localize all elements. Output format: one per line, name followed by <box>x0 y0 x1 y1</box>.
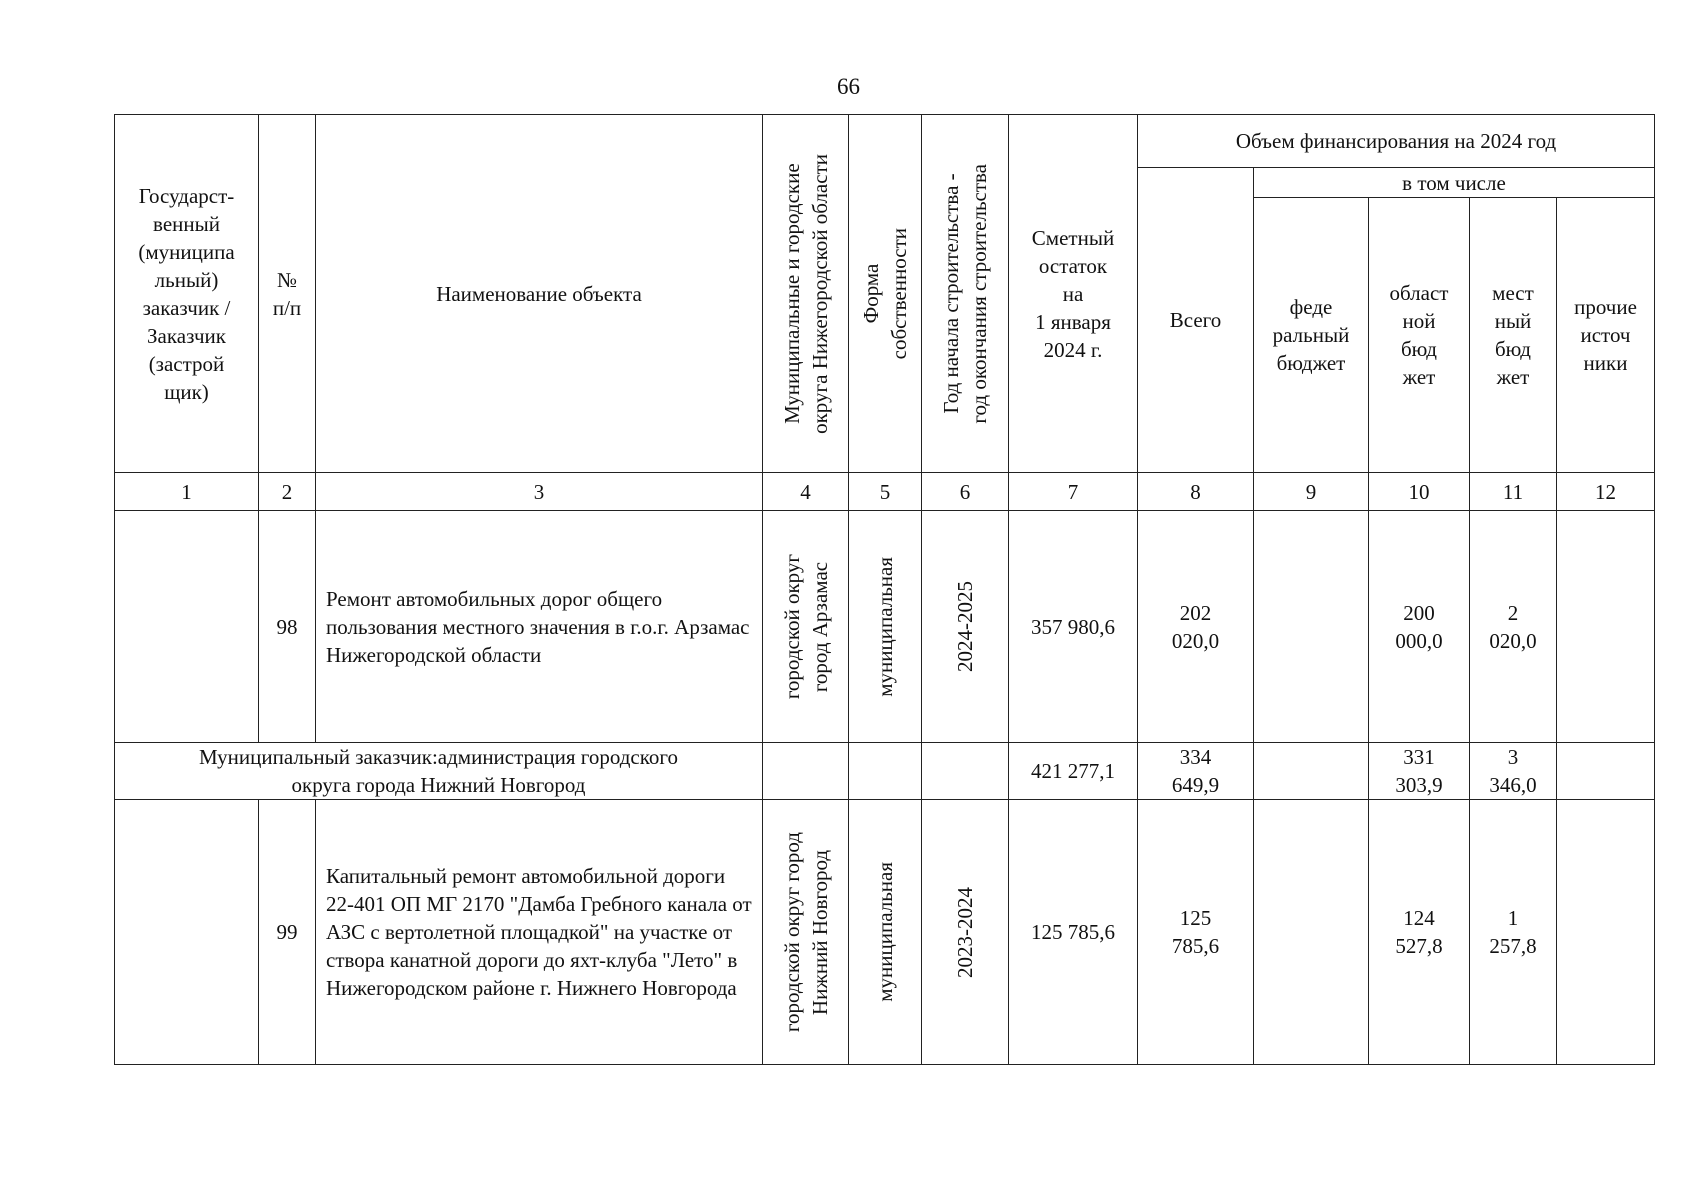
row-local: 1 257,8 <box>1470 800 1557 1065</box>
row-years <box>922 511 1009 743</box>
row-estimate: 125 785,6 <box>1009 800 1138 1065</box>
row-local: 2 020,0 <box>1470 511 1557 743</box>
subtotal-other <box>1557 743 1655 800</box>
subtotal-empty <box>763 743 849 800</box>
row-customer <box>115 511 259 743</box>
subtotal-empty <box>849 743 922 800</box>
row-municipality <box>763 511 849 743</box>
row-federal <box>1254 800 1369 1065</box>
subtotal-total: 334 649,9 <box>1138 743 1254 800</box>
header-object-name: Наименование объекта <box>316 115 763 473</box>
subtotal-estimate: 421 277,1 <box>1009 743 1138 800</box>
header-regional: област ной бюд жет <box>1369 198 1470 473</box>
table-row <box>115 511 1655 743</box>
row-object-name: Ремонт автомобильных дорог общего пользования местного значения в г.о.г. Арзамас Нижегородской области <box>316 511 763 743</box>
row-ownership-text: муниципальная <box>873 862 897 1002</box>
column-number: 5 <box>849 473 922 511</box>
header-ownership-text: Форма собственности <box>859 227 911 360</box>
row-years-text: 2023-2024 <box>953 886 977 978</box>
column-number: 7 <box>1009 473 1138 511</box>
header-federal: феде ральный бюджет <box>1254 198 1369 473</box>
column-number: 12 <box>1557 473 1655 511</box>
column-number: 2 <box>259 473 316 511</box>
row-total: 202 020,0 <box>1138 511 1254 743</box>
header-including: в том числе <box>1254 168 1655 198</box>
header-financing: Объем финансирования на 2024 год <box>1138 115 1655 168</box>
row-customer <box>115 800 259 1065</box>
column-number: 6 <box>922 473 1009 511</box>
subtotal-empty <box>922 743 1009 800</box>
row-object-name: Капитальный ремонт автомобильной дороги 22-401 ОП МГ 2170 "Дамба Гребного канала от АЗС с вертолетной площадкой" на участке от створа канатной дороги до яхт-клуба "Лето" в Нижегородском районе г. Нижнего Новгорода <box>316 800 763 1065</box>
header-ownership <box>849 115 922 473</box>
column-number: 10 <box>1369 473 1470 511</box>
column-number-row <box>115 473 1655 511</box>
row-ownership <box>849 800 922 1065</box>
row-municipality <box>763 800 849 1065</box>
header-num: № п/п <box>259 115 316 473</box>
subtotal-federal <box>1254 743 1369 800</box>
column-number: 3 <box>316 473 763 511</box>
row-regional: 124 527,8 <box>1369 800 1470 1065</box>
header-total: Всего <box>1138 168 1254 473</box>
row-other <box>1557 511 1655 743</box>
subtotal-label: Муниципальный заказчик:администрация городского округа города Нижний Новгород <box>115 743 763 800</box>
row-ownership <box>849 511 922 743</box>
header-customer: Государст- венный (муниципа льный) заказчик / Заказчик (застрой щик) <box>115 115 259 473</box>
row-municipality-text: городской округ город Нижний Новгород <box>779 831 832 1033</box>
header-other: прочие источ ники <box>1557 198 1655 473</box>
row-years-text: 2024-2025 <box>953 581 977 672</box>
subtotal-local: 3 346,0 <box>1470 743 1557 800</box>
row-regional: 200 000,0 <box>1369 511 1470 743</box>
row-ownership-text: муниципальная <box>873 556 897 697</box>
page-number: 66 <box>837 74 860 99</box>
subtotal-row <box>115 743 1655 800</box>
column-number: 11 <box>1470 473 1557 511</box>
subtotal-regional: 331 303,9 <box>1369 743 1470 800</box>
header-row-1 <box>115 115 1655 168</box>
row-estimate: 357 980,6 <box>1009 511 1138 743</box>
column-number: 8 <box>1138 473 1254 511</box>
row-num: 98 <box>259 511 316 743</box>
row-federal <box>1254 511 1369 743</box>
row-total: 125 785,6 <box>1138 800 1254 1065</box>
row-municipality-text: городской округ город Арзамас <box>779 553 832 700</box>
table-row <box>115 800 1655 1065</box>
column-number: 4 <box>763 473 849 511</box>
row-num: 99 <box>259 800 316 1065</box>
header-municipality <box>763 115 849 473</box>
row-other <box>1557 800 1655 1065</box>
header-local: мест ный бюд жет <box>1470 198 1557 473</box>
header-years-text: Год начала строительства - год окончания строительства <box>939 163 991 424</box>
column-number: 9 <box>1254 473 1369 511</box>
column-number: 1 <box>115 473 259 511</box>
header-municipality-text: Муниципальные и городские округа Нижегородской области <box>779 153 832 434</box>
header-years <box>922 115 1009 473</box>
header-estimate: Сметный остаток на 1 января 2024 г. <box>1009 115 1138 473</box>
row-years <box>922 800 1009 1065</box>
financing-table <box>114 114 1655 1065</box>
